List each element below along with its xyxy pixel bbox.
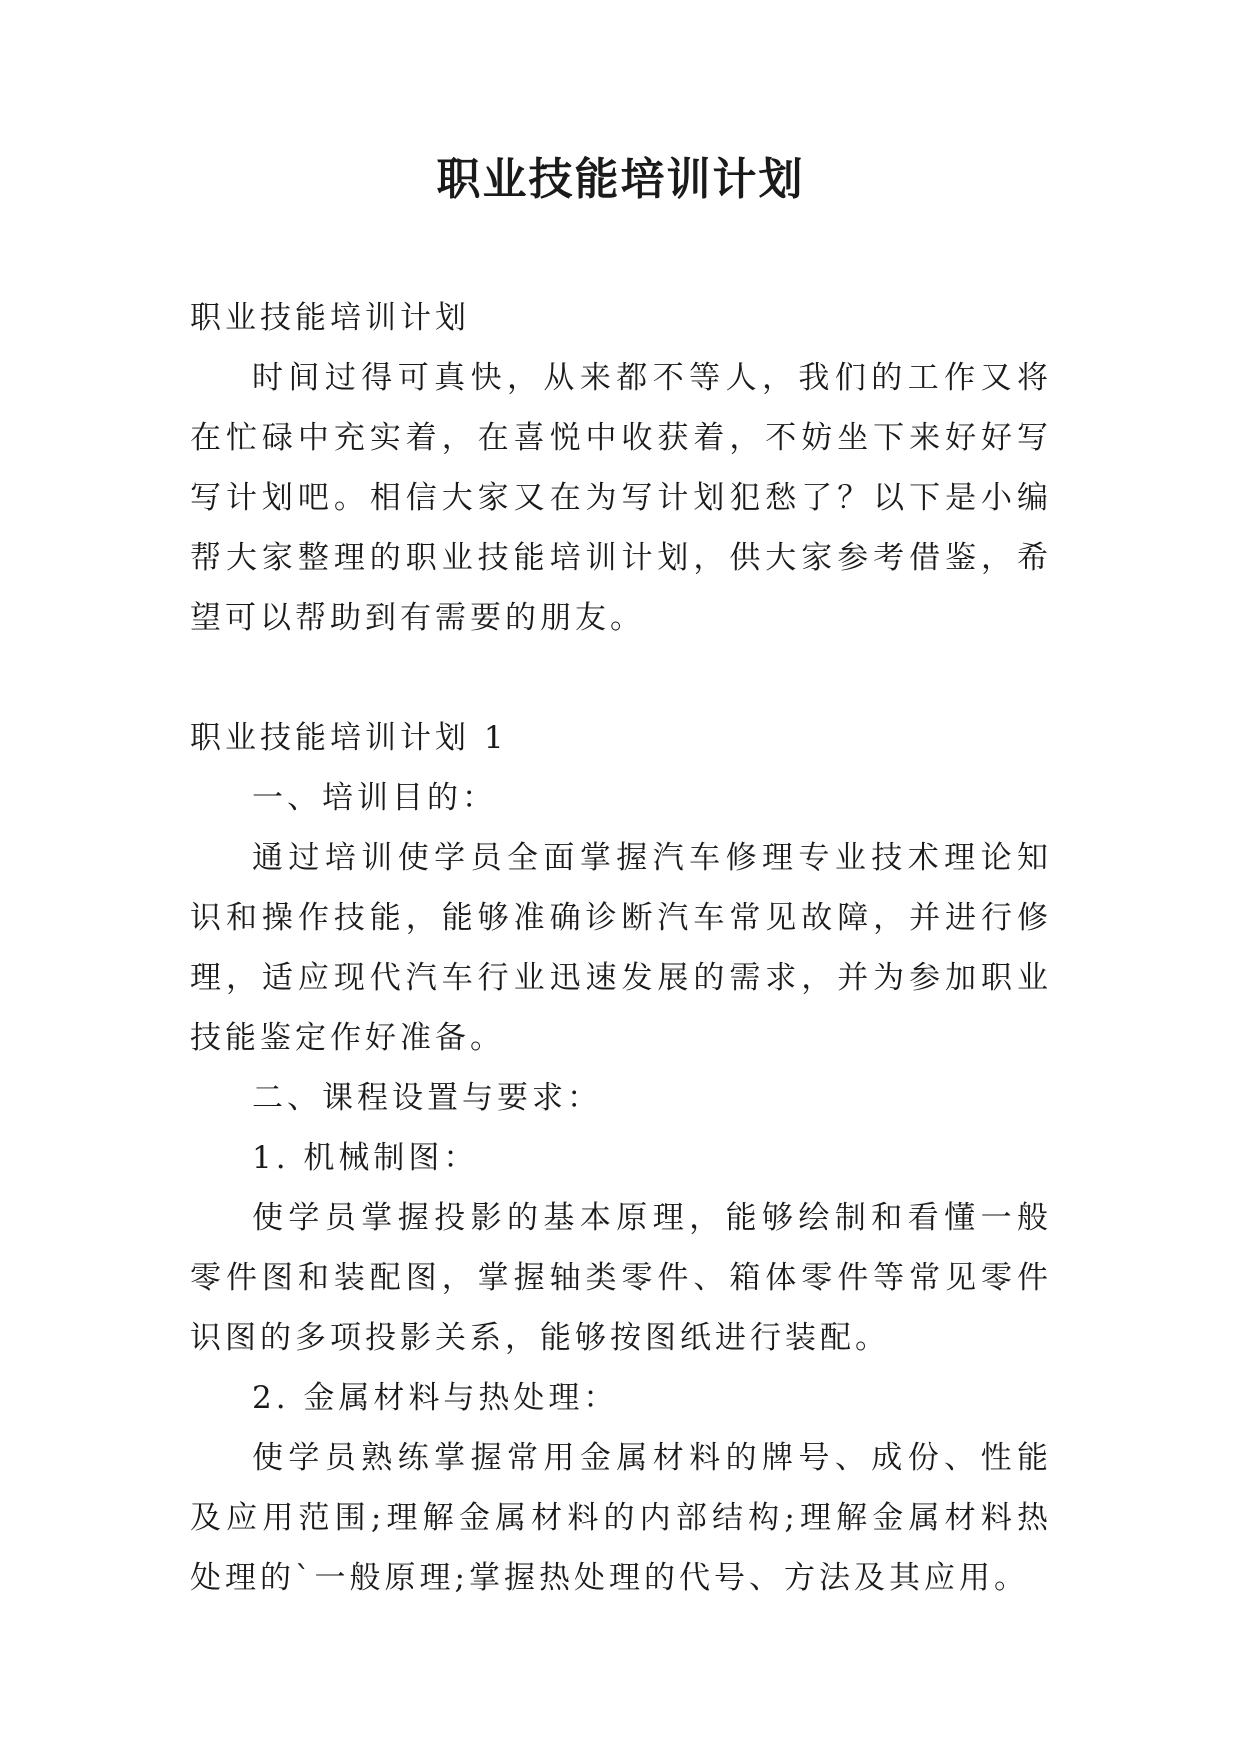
plan-heading: 职业技能培训计划 1 (190, 720, 508, 756)
document-title: 职业技能培训计划 (436, 154, 805, 205)
metal-materials-paragraph: 使学员熟练掌握常用金属材料的牌号、成份、性能及应用范围;理解金属材料的内部结构;理解金属材料热处理的`一般原理;掌握热处理的代号、方法及其应用。 (190, 1440, 1052, 1596)
subheading-course-setup: 二、课程设置与要求： (252, 1080, 602, 1116)
subheading-training-purpose: 一、培训目的： (252, 780, 497, 816)
training-purpose-paragraph: 通过培训使学员全面掌握汽车修理专业技术理论知识和操作技能，能够准确诊断汽车常见故障，并进行修理，适应现代汽车行业迅速发展的需求，并为参加职业技能鉴定作好准备。 (190, 840, 1052, 1056)
mechanical-drawing-paragraph: 使学员掌握投影的基本原理，能够绘制和看懂一般零件图和装配图，掌握轴类零件、箱体零件等常见零件识图的多项投影关系，能够按图纸进行装配。 (190, 1200, 1052, 1356)
document-body (190, 288, 1052, 1608)
item-mechanical-drawing: 1. 机械制图： (252, 1140, 479, 1176)
item-metal-materials: 2. 金属材料与热处理： (252, 1380, 619, 1416)
section-heading: 职业技能培训计划 (190, 300, 470, 336)
intro-paragraph: 时间过得可真快，从来都不等人，我们的工作又将在忙碌中充实着，在喜悦中收获着，不妨坐下来好好写写计划吧。相信大家又在为写计划犯愁了？以下是小编帮大家整理的职业技能培训计划，供大家参考借鉴，希望可以帮助到有需要的朋友。 (190, 360, 1052, 636)
